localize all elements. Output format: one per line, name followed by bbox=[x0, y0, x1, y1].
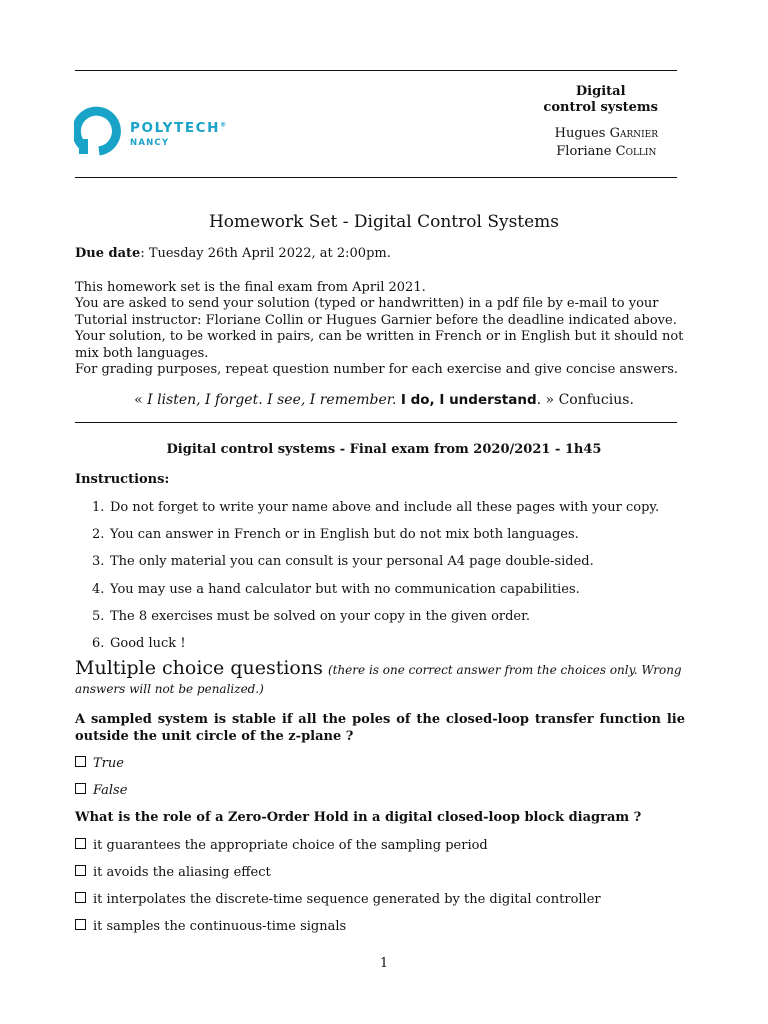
list-item: 1. Do not forget to write your name above and include all these pages with your copy. bbox=[92, 500, 660, 515]
q2-option-3[interactable]: it interpolates the discrete-time sequence generated by the digital controller bbox=[75, 892, 601, 908]
page-number: 1 bbox=[379, 956, 389, 971]
checkbox-icon[interactable] bbox=[75, 756, 86, 767]
instructions-list bbox=[92, 500, 659, 663]
logo-wordmark: POLYTECH® bbox=[130, 120, 227, 136]
instructions-heading: Instructions: bbox=[75, 472, 170, 487]
question-2: What is the role of a Zero-Order Hold in a digital closed-loop block diagram ? bbox=[75, 810, 642, 825]
polytech-ring-icon bbox=[74, 106, 124, 156]
polytech-logo bbox=[74, 106, 244, 158]
intro-line: For grading purposes, repeat question number for each exercise and give concise answers. bbox=[75, 362, 679, 378]
list-item: 6. Good luck ! bbox=[92, 635, 186, 651]
header-top-rule bbox=[75, 70, 677, 71]
exam-title: Digital control systems - Final exam from 2020/2021 - 1h45 bbox=[166, 442, 602, 457]
authors bbox=[555, 125, 658, 161]
confucius-quote: « I listen, I forget. I see, I remember. I do, I understand. » Confucius. bbox=[134, 392, 634, 408]
list-item: 4. You may use a hand calculator but with no communication capabilities. bbox=[92, 581, 580, 597]
list-item: 2. You can answer in French or in English but do not mix both languages. bbox=[92, 527, 579, 543]
intro-line: You are asked to send your solution (typed or handwritten) in a pdf file by e-mail to your Tutorial instructor: Floriane Collin or Hugues Garnier before the deadline indicated above. bbox=[75, 296, 677, 328]
intro-paragraph bbox=[75, 280, 685, 378]
logo-subtitle: NANCY bbox=[130, 138, 170, 148]
q2-option-1[interactable]: it guarantees the appropriate choice of the sampling period bbox=[75, 838, 488, 854]
page-title: Homework Set - Digital Control Systems bbox=[208, 212, 560, 232]
checkbox-icon[interactable] bbox=[75, 838, 86, 849]
section-rule bbox=[75, 422, 677, 423]
intro-line: Your solution, to be worked in pairs, can be written in French or in English but it should not mix both languages. bbox=[75, 329, 684, 361]
checkbox-icon[interactable] bbox=[75, 783, 86, 794]
checkbox-icon[interactable] bbox=[75, 865, 86, 876]
list-item: 3. The only material you can consult is your personal A4 page double-sided. bbox=[92, 554, 594, 570]
intro-line: This homework set is the final exam from April 2021. bbox=[75, 280, 426, 295]
due-date: Due date: Tuesday 26th April 2022, at 2:00pm. bbox=[75, 246, 391, 261]
list-item: 5. The 8 exercises must be solved on your copy in the given order. bbox=[92, 608, 531, 624]
author-1: Hugues Garnier bbox=[554, 126, 658, 141]
checkbox-icon[interactable] bbox=[75, 892, 86, 903]
q2-option-2[interactable]: it avoids the aliasing effect bbox=[75, 865, 271, 881]
q1-option-true[interactable]: True bbox=[75, 756, 124, 772]
mcq-heading: Multiple choice questions (there is one correct answer from the choices only. Wrong answers will not be penalized.) bbox=[75, 657, 682, 696]
question-1: A sampled system is stable if all the poles of the closed-loop transfer function lie outside the unit circle of the z-plane ? bbox=[75, 712, 685, 744]
header-bottom-rule bbox=[75, 177, 677, 178]
q1-option-false[interactable]: False bbox=[75, 783, 127, 799]
author-2: Floriane Collin bbox=[556, 144, 657, 159]
course-title: Digital control systems bbox=[543, 84, 658, 115]
q2-option-4[interactable]: it samples the continuous-time signals bbox=[75, 919, 346, 935]
checkbox-icon[interactable] bbox=[75, 919, 86, 930]
